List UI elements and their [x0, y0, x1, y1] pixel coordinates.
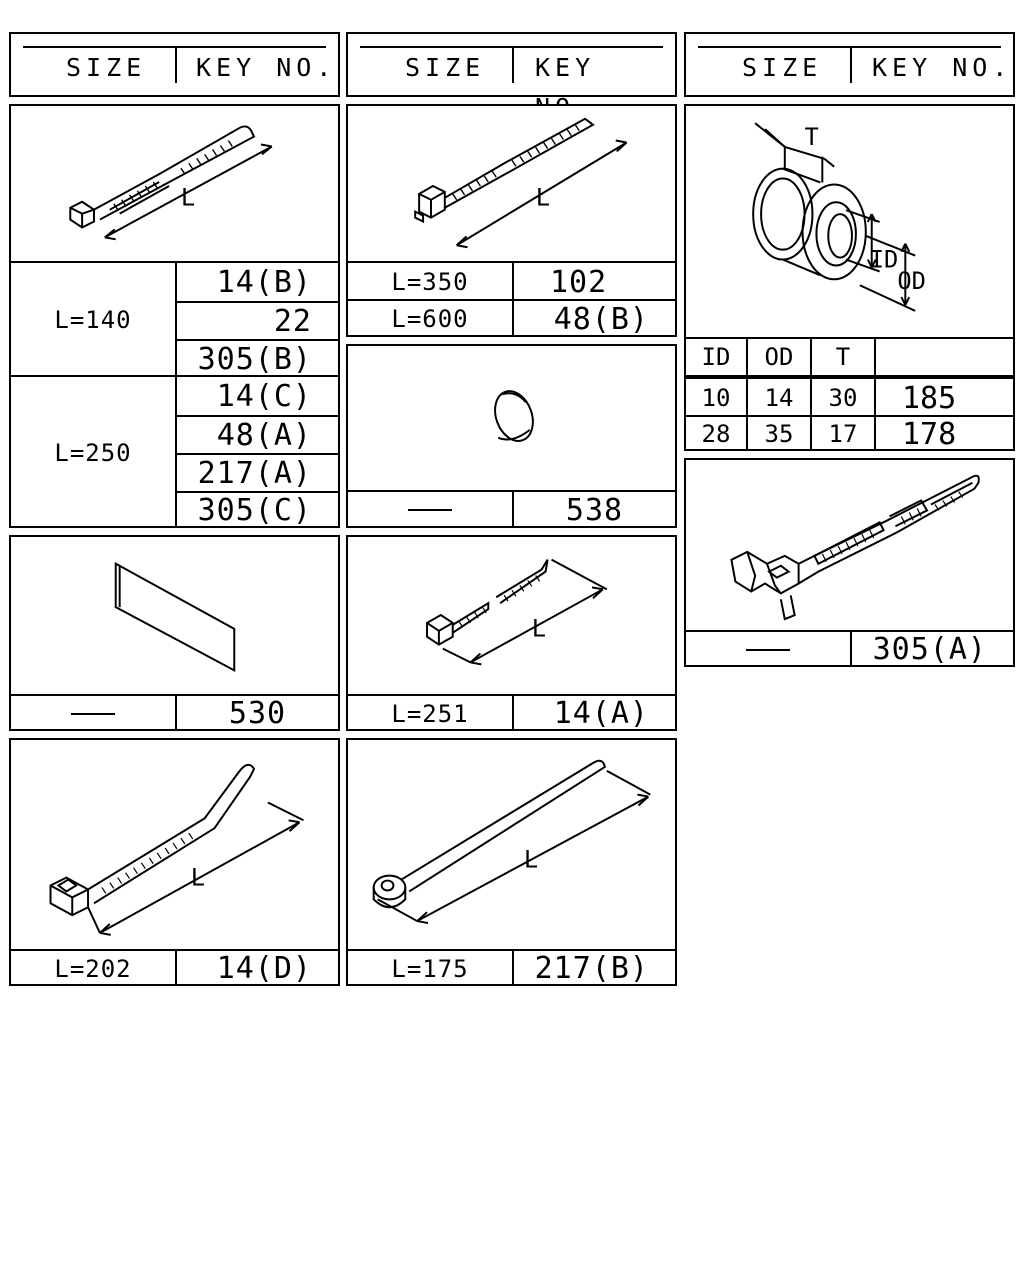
dim-l-label: L	[535, 183, 550, 212]
size-cell: L=250	[54, 438, 132, 467]
panel-cable-tie-202	[9, 738, 340, 986]
dim-l-label: L	[190, 863, 206, 892]
t-cell: 17	[810, 417, 874, 451]
col-key-header	[874, 339, 1013, 375]
id-cell: 10	[701, 384, 731, 412]
panel-grommet	[684, 104, 1015, 451]
key-no-cell: 217(A)	[175, 453, 338, 491]
key-no-cell: 14(C)	[175, 377, 338, 415]
cable-tie-drawing	[348, 537, 675, 694]
dim-od-label: OD	[897, 267, 926, 296]
key-no-cell: 530	[175, 696, 338, 731]
key-no-cell: 185	[874, 379, 1013, 417]
key-no-cell: 102	[512, 263, 675, 301]
panel-tape	[9, 535, 340, 731]
panel-disc	[346, 344, 677, 528]
id-cell: 28	[701, 420, 731, 448]
key-no-cell: 14(B)	[175, 263, 338, 301]
size-row	[348, 949, 675, 986]
none-dash	[71, 713, 115, 715]
col-od-header: OD	[746, 339, 810, 375]
disc-illustration	[348, 346, 675, 490]
disc-drawing	[348, 346, 675, 490]
header-col2	[346, 32, 677, 97]
size-cell: L=350	[391, 268, 469, 296]
size-cell: L=202	[54, 954, 132, 983]
panel-cable-tie-350-600	[346, 104, 677, 337]
header-divider	[512, 48, 514, 83]
size-group	[11, 261, 338, 377]
key-no-cell: 14(A)	[512, 696, 675, 731]
panel-cable-tie-251	[346, 535, 677, 731]
key-no-cell: 305(C)	[175, 491, 338, 528]
size-row	[348, 694, 675, 731]
header-col1	[9, 32, 340, 97]
cable-tie-drawing	[11, 106, 338, 261]
size-cell: L=600	[391, 305, 469, 333]
grommet-drawing	[686, 106, 1013, 337]
od-cell: 35	[746, 417, 810, 451]
size-row	[11, 694, 338, 731]
key-no-cell: 178	[874, 417, 1013, 451]
grommet-illustration	[686, 106, 1013, 337]
cable-tie-illustration	[348, 740, 675, 949]
cable-tie-illustration	[348, 537, 675, 694]
key-no-cell: 305(B)	[175, 339, 338, 377]
size-row	[348, 261, 675, 301]
cable-tie-drawing	[348, 106, 675, 261]
header-divider	[175, 48, 177, 83]
key-no-cell: 305(A)	[850, 632, 1013, 667]
header-col3	[684, 32, 1015, 97]
size-row	[11, 949, 338, 986]
key-no-cell: 217(B)	[512, 951, 675, 986]
size-row	[686, 630, 1013, 667]
panel-cable-tie-140-250	[9, 104, 340, 528]
size-cell: L=140	[54, 306, 132, 334]
grommet-row	[686, 415, 1013, 451]
key-no-header: KEY	[535, 53, 596, 82]
cable-tie-illustration	[11, 106, 338, 261]
panel-mount-tie	[684, 458, 1015, 667]
key-no-cell: 14(D)	[175, 951, 338, 986]
mount-tie-illustration	[686, 460, 1013, 630]
key-no-header: KEY NO.	[872, 53, 1013, 82]
size-cell: L=175	[391, 954, 469, 983]
size-cell	[686, 632, 850, 667]
cable-tie-illustration	[11, 740, 338, 949]
cable-tie-drawing	[348, 740, 675, 949]
col-t-header: T	[810, 339, 874, 375]
tape-illustration	[11, 537, 338, 694]
none-dash	[746, 649, 790, 651]
key-no-cell: 48(A)	[175, 415, 338, 453]
col-id-header: ID	[701, 343, 731, 371]
size-row	[348, 299, 675, 337]
grommet-row	[686, 377, 1013, 417]
size-cell	[348, 492, 512, 528]
tape-drawing	[11, 537, 338, 694]
key-no-cell: 22	[175, 301, 338, 339]
grommet-table-header	[686, 337, 1013, 377]
key-no-cell: 538	[512, 492, 675, 528]
size-header: SIZE	[405, 53, 486, 82]
size-header: SIZE	[742, 53, 823, 82]
cable-tie-drawing	[11, 740, 338, 949]
panel-cable-tie-175	[346, 738, 677, 986]
od-cell: 14	[746, 379, 810, 417]
dim-id-label: ID	[869, 245, 899, 274]
size-cell	[11, 696, 175, 731]
dim-l-label: L	[531, 614, 547, 643]
dim-t-label: T	[804, 122, 819, 151]
size-header: SIZE	[66, 53, 147, 82]
mount-tie-drawing	[686, 460, 1013, 630]
header-divider	[850, 48, 852, 83]
size-cell: L=251	[391, 699, 469, 728]
none-dash	[408, 509, 452, 511]
dim-l-label: L	[523, 845, 539, 874]
cable-tie-illustration	[348, 106, 675, 261]
size-group	[11, 375, 338, 528]
size-row	[348, 490, 675, 528]
key-no-header: KEY NO.	[196, 53, 337, 82]
key-no-cell: 48(B)	[512, 301, 675, 337]
dim-l-label: L	[180, 183, 196, 212]
t-cell: 30	[810, 379, 874, 417]
